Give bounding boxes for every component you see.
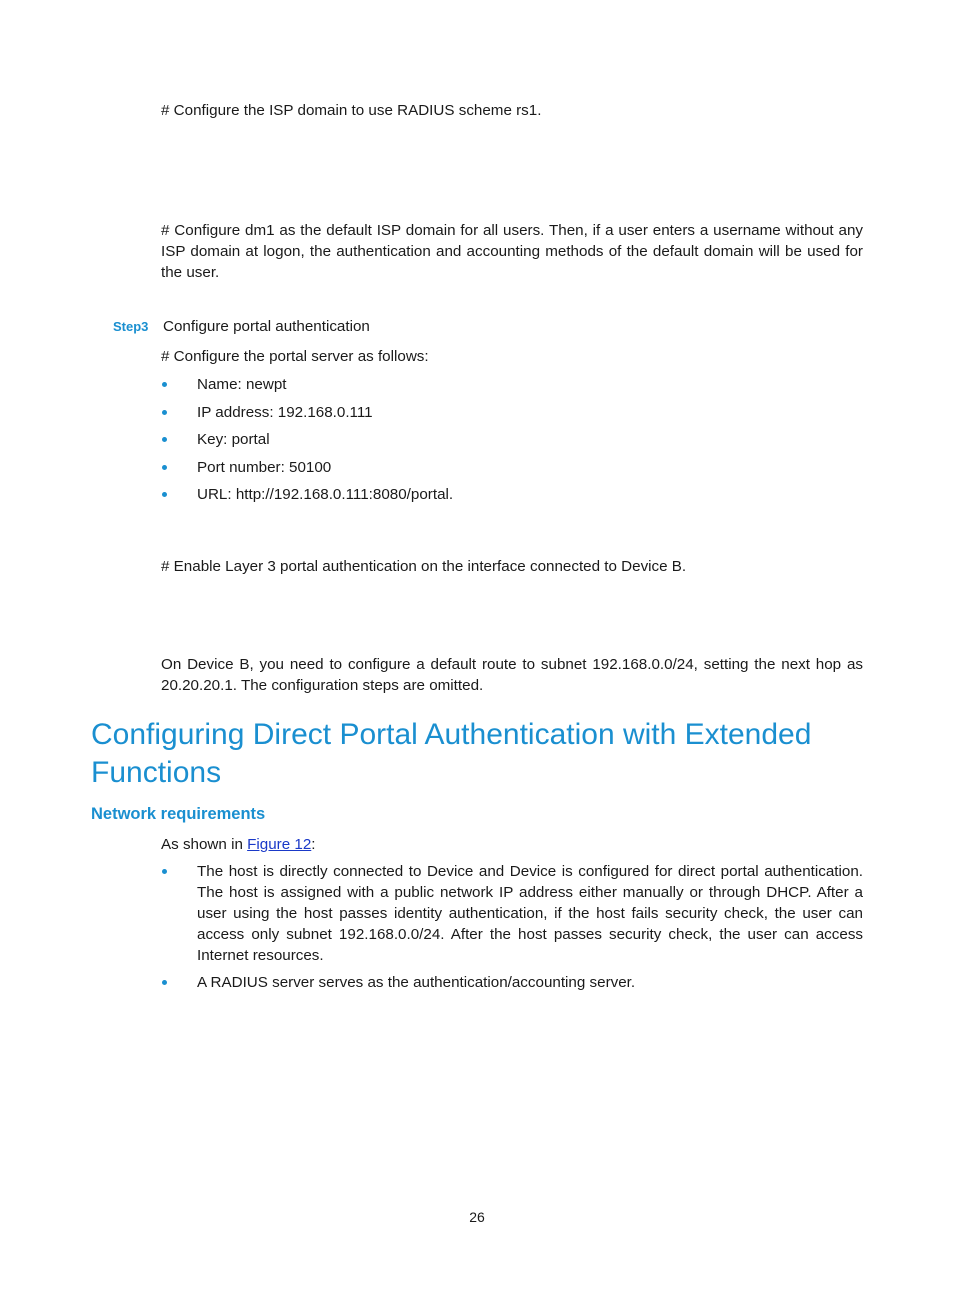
bullet-icon [162, 465, 167, 470]
portal-server-list [161, 374, 863, 505]
bullet-icon [162, 492, 167, 497]
section-subtitle: Network requirements [91, 805, 266, 823]
list-item [161, 374, 863, 395]
as-shown-prefix: As shown in [161, 836, 248, 853]
list-item [161, 429, 863, 450]
figure-12-link[interactable]: Figure 12 [247, 836, 312, 853]
isp-domain-scheme-paragraph: # Configure the ISP domain to use RADIUS scheme rs1. [161, 102, 542, 119]
requirements-list [161, 861, 863, 993]
bullet-icon [162, 382, 167, 387]
list-item-text: Port number: 50100 [197, 458, 332, 476]
step-label: Step3 [113, 319, 149, 334]
list-item-text: IP address: 192.168.0.111 [197, 403, 373, 421]
device-b-route-paragraph: On Device B, you need to configure a default route to subnet 192.168.0.0/24, setting the next hop as 20.20.20.1. The configuration steps are omitted. [161, 656, 863, 694]
section-title: Configuring Direct Portal Authentication with Extended Functions [91, 718, 812, 789]
bullet-icon [162, 869, 167, 874]
list-item [161, 972, 863, 993]
enable-layer3-paragraph: # Enable Layer 3 portal authentication on the interface connected to Device B. [161, 558, 687, 575]
bullet-icon [162, 437, 167, 442]
bullet-icon [162, 980, 167, 985]
list-item-text: Name: newpt [197, 376, 287, 393]
list-item-text: Key: portal [197, 431, 270, 448]
step-3-row [113, 316, 863, 337]
list-item-text: URL: http://192.168.0.111:8080/portal. [197, 486, 454, 503]
page-number: 26 [469, 1209, 485, 1225]
default-domain-paragraph: # Configure dm1 as the default ISP domain for all users. Then, if a user enters a username without any ISP domain at logon, the authentication and accounting methods of the default domain will be used for the user. [161, 222, 863, 281]
step-text: Configure portal authentication [163, 318, 370, 335]
list-item-text: The host is directly connected to Device and Device is configured for direct portal authentication. The host is assigned with a public network IP address either manually or through DHCP. After a user using the host passes identity authentication, if the host fails security check, the user can access only subnet 192.168.0.0/24. After the host passes security check, the user can access Internet resources. [197, 863, 863, 964]
list-item [161, 457, 863, 478]
list-item [161, 402, 863, 423]
bullet-icon [162, 410, 167, 415]
list-item-text: A RADIUS server serves as the authentication/accounting server. [197, 974, 636, 991]
list-item [161, 861, 863, 966]
list-item [161, 484, 863, 505]
as-shown-paragraph [161, 834, 863, 855]
portal-server-intro-paragraph: # Configure the portal server as follows: [161, 348, 429, 365]
as-shown-suffix: : [311, 836, 316, 853]
